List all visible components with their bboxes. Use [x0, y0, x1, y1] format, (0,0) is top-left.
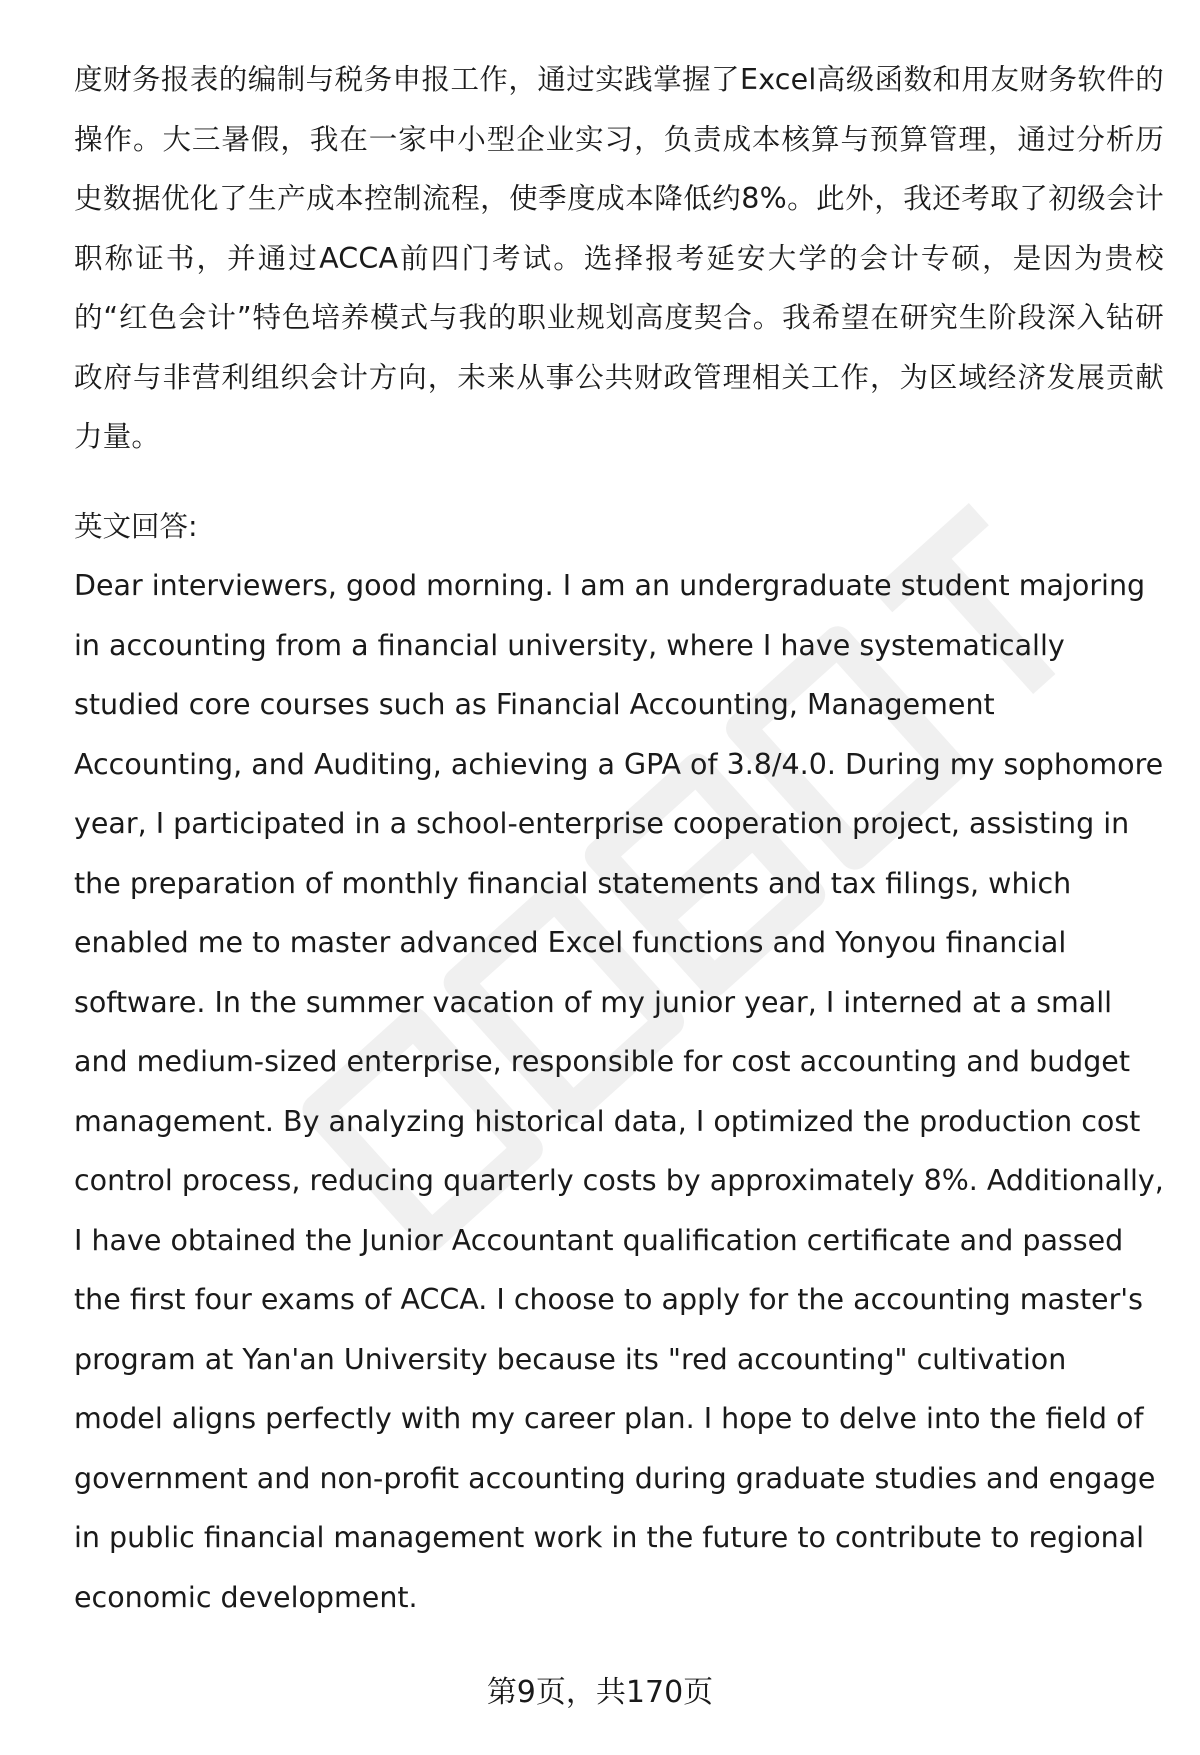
- english-answer-paragraph: Dear interviewers, good morning. I am an undergraduate student majoring in accounting from a financial university, where I have systematically studied core courses such as Financial Accounting, Management Accounting, and Auditing, achieving a GPA of 3.8/4.0. During my sophomore year, I participated in a school-enterprise cooperation project, assisting in the preparation of monthly financial statements and tax filings, which enabled me to master advanced Excel functions and Yonyou financial software. In the summer vacation of my junior year, I interned at a small and medium-sized enterprise, responsible for cost accounting and budget management. By analyzing historical data, I optimized the production cost control process, reducing quarterly costs by approximately 8%. Additionally, I have obtained the Junior Accountant qualification certificate and passed the first four exams of ACCA. I choose to apply for the accounting master's program at Yan'an University because its "red accounting" cultivation model aligns perfectly with my career plan. I hope to delve into the field of government and non-profit accounting during graduate studies and engage in public financial management work in the future to contribute to regional economic development.: [74, 569, 1164, 1614]
- page-body: [74, 50, 1164, 1627]
- chinese-answer-paragraph: 度财务报表的编制与税务申报工作，通过实践掌握了Excel高级函数和用友财务软件的操作。大三暑假，我在一家中小型企业实习，负责成本核算与预算管理，通过分析历史数据优化了生产成本控制流程，使季度成本降低约8%。此外，我还考取了初级会计职称证书，并通过ACCA前四门考试。选择报考延安大学的会计专硕，是因为贵校的“红色会计”特色培养模式与我的职业规划高度契合。我希望在研究生阶段深入钻研政府与非营利组织会计方向，未来从事公共财政管理相关工作，为区域经济发展贡献力量。: [74, 63, 1164, 453]
- page-number-footer: 第9页，共170页: [486, 1675, 714, 1710]
- english-answer-label: 英文回答:: [74, 509, 198, 543]
